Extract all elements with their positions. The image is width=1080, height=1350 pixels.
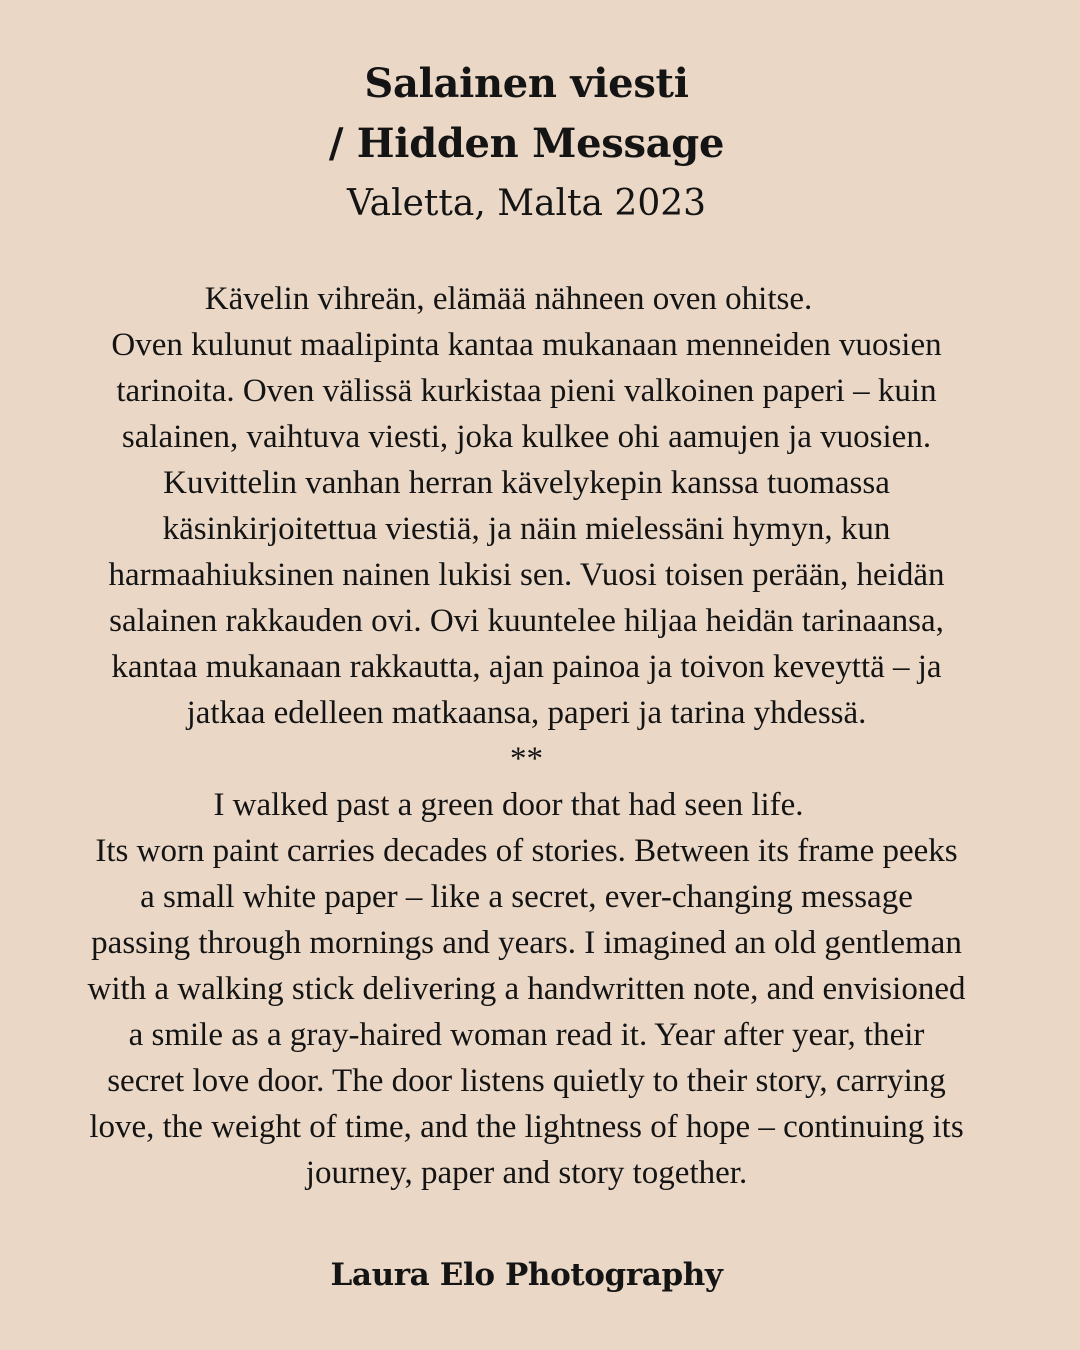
finnish-line: salainen, vaihtuva viesti, joka kulkee ohi aamujen ja vuosien. (121, 419, 932, 455)
english-line: Its worn paint carries decades of stories. Between its frame peeks (95, 833, 958, 869)
story-text (0, 276, 1053, 1196)
english-paragraph (0, 782, 1053, 1196)
english-line: love, the weight of time, and the lightness of hope – continuing its (89, 1109, 964, 1145)
english-line: secret love door. The door listens quietly to their story, carrying (107, 1063, 946, 1099)
location-date: Valetta, Malta 2023 (346, 183, 707, 224)
english-line: with a walking stick delivering a handwritten note, and envisioned (87, 971, 966, 1007)
section-separator: ** (510, 741, 543, 777)
finnish-line: harmaahiuksinen nainen lukisi sen. Vuosi toisen perään, heidän (108, 557, 945, 593)
english-line: journey, paper and story together. (305, 1155, 748, 1191)
finnish-line: tarinoita. Oven välissä kurkistaa pieni valkoinen paperi – kuin (116, 373, 937, 409)
title-block (0, 54, 1053, 234)
english-line: a small white paper – like a secret, ever-changing message (140, 879, 913, 915)
finnish-line: jatkaa edelleen matkaansa, paperi ja tarina yhdessä. (186, 695, 867, 731)
finnish-line: salainen rakkauden ovi. Ovi kuuntelee hiljaa heidän tarinaansa, (109, 603, 944, 639)
english-line: I walked past a green door that had seen life. (213, 787, 804, 823)
finnish-line: käsinkirjoitettua viestiä, ja näin mielessäni hymyn, kun (162, 511, 891, 547)
english-line: a smile as a gray-haired woman read it. Year after year, their (128, 1017, 925, 1053)
finnish-paragraph (0, 276, 1053, 736)
finnish-line: kantaa mukanaan rakkautta, ajan painoa ja toivon keveyttä – ja (111, 649, 942, 685)
finnish-line: Kävelin vihreän, elämää nähneen oven ohitse. (204, 281, 813, 317)
finnish-line: Kuvittelin vanhan herran kävelykepin kanssa tuomassa (163, 465, 890, 501)
title-finnish: Salainen viesti (364, 60, 689, 107)
title-english: / Hidden Message (328, 120, 725, 167)
english-line: passing through mornings and years. I imagined an old gentleman (91, 925, 962, 961)
finnish-line: Oven kulunut maalipinta kantaa mukanaan menneiden vuosien (111, 327, 942, 363)
photographer-credit: Laura Elo Photography (330, 1257, 723, 1293)
